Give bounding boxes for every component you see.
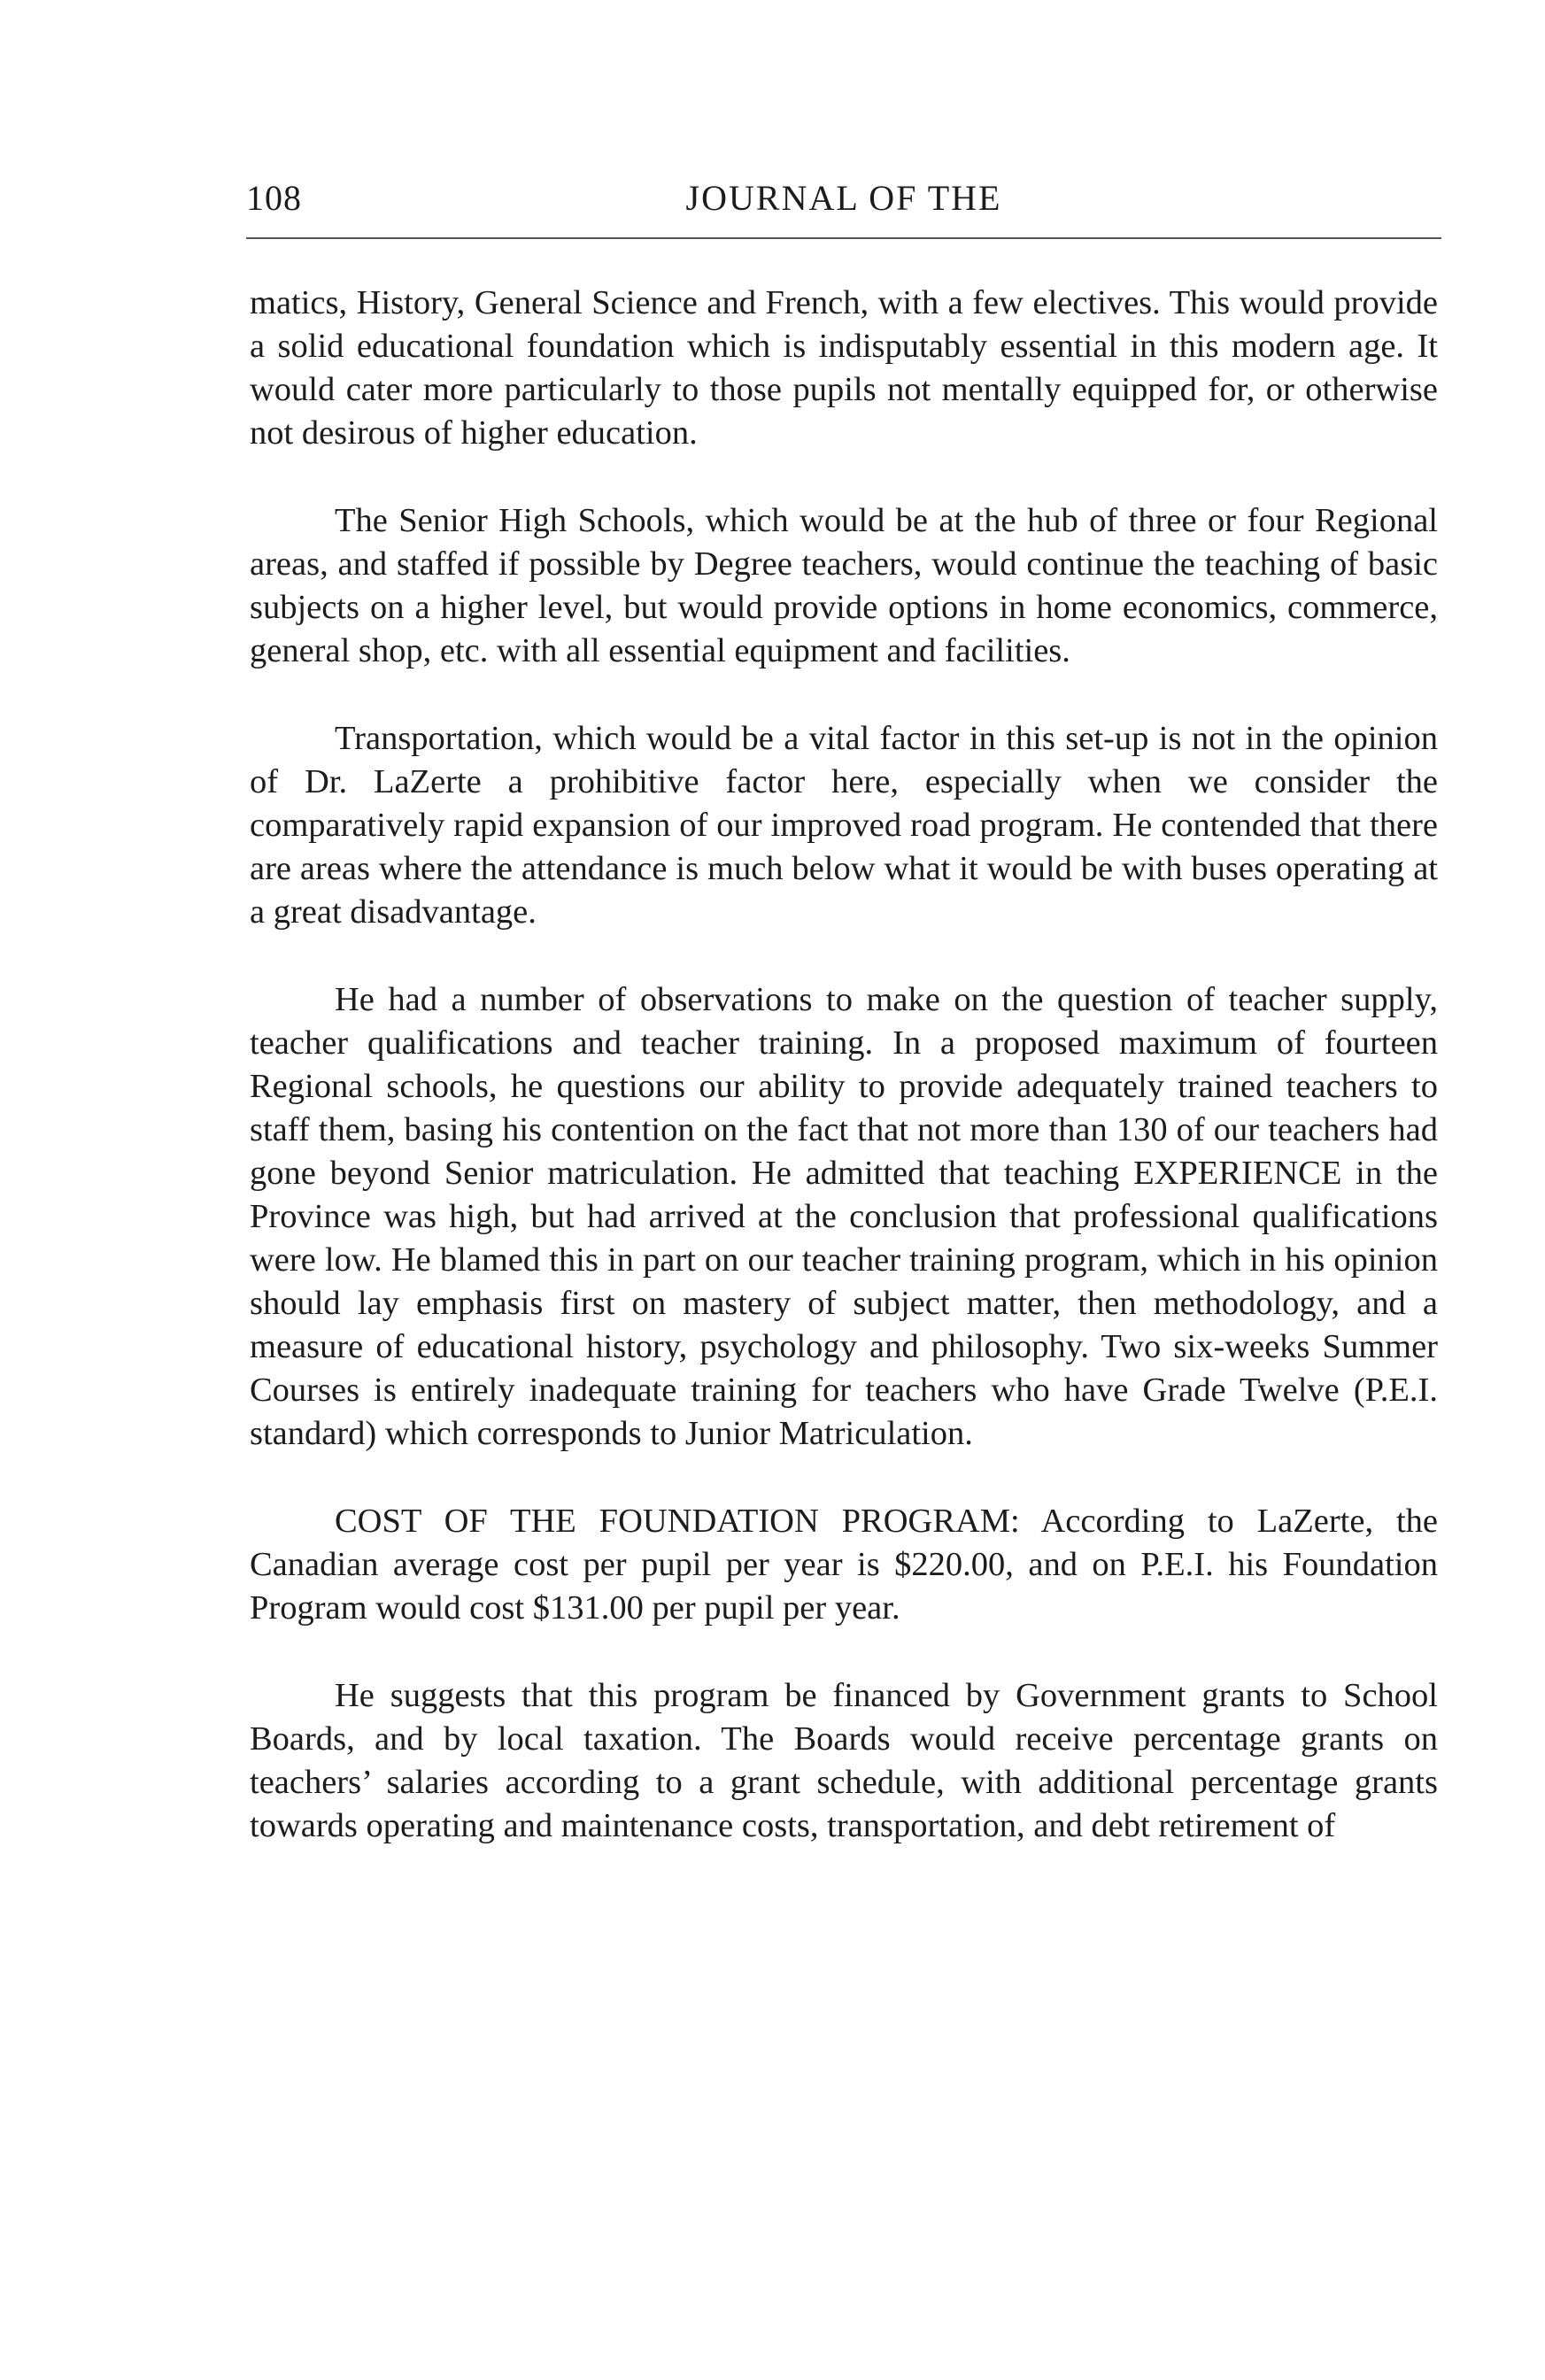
paragraph-cost-of-foundation-program: COST OF THE FOUNDATION PROGRAM: According to LaZerte, the Canadian average cost per pupil per year is $220.00, and on P.E.I. his Foundation Program would cost $131.00 per pupil per year.	[250, 1503, 1438, 1627]
running-head	[246, 170, 1441, 232]
journal-title: JOURNAL OF THE	[685, 178, 1002, 218]
header-rule	[246, 237, 1441, 239]
body-text	[250, 282, 1438, 1892]
paragraph-senior-high-schools: The Senior High Schools, which would be at the hub of three or four Regional areas, and staffed if possible by Degree teachers, would continue the teaching of basic subjects on a higher level, but would provide options in home economics, commerce, general shop, etc. with all essential equipment and facilities.	[250, 502, 1438, 669]
page-number: 108	[246, 178, 302, 218]
paragraph-transportation: Transportation, which would be a vital factor in this set-up is not in the opinion of Dr. LaZerte a prohibitive factor here, especially when we consider the comparatively rapid expansion of our improved road program. He contended that there are areas where the attendance is much below what it would be with buses operating at a great disadvantage.	[250, 720, 1438, 931]
paragraph-financing: He suggests that this program be financed by Government grants to School Boards, and by local taxation. The Boards would receive percentage grants on teachers’ salaries according to a grant schedule, with additional percentage grants towards operating and maintenance costs, transportation, and debt retirement of	[250, 1677, 1438, 1844]
paragraph-continued: matics, History, General Science and French, with a few electives. This would provide a solid educational foundation which is indisputably essential in this modern age. It would cater more particularly to those pupils not mentally equipped for, or otherwise not desirous of higher education.	[250, 284, 1438, 452]
paragraph-teacher-supply: He had a number of observations to make on the question of teacher supply, teacher qualifications and teacher training. In a proposed maximum of fourteen Regional schools, he questions our ability to provide adequately trained teachers to staff them, basing his contention on the fact that not more than 130 of our teachers had gone beyond Senior matriculation. He admitted that teaching EXPERIENCE in the Province was high, but had arrived at the conclusion that professional qualifications were low. He blamed this in part on our teacher training program, which in his opinion should lay emphasis first on mastery of subject matter, then methodology, and a measure of educational history, psychology and philosophy. Two six-weeks Summer Courses is entirely inadequate training for teachers who have Grade Twelve (P.E.I. standard) which corresponds to Junior Matriculation.	[250, 981, 1438, 1452]
